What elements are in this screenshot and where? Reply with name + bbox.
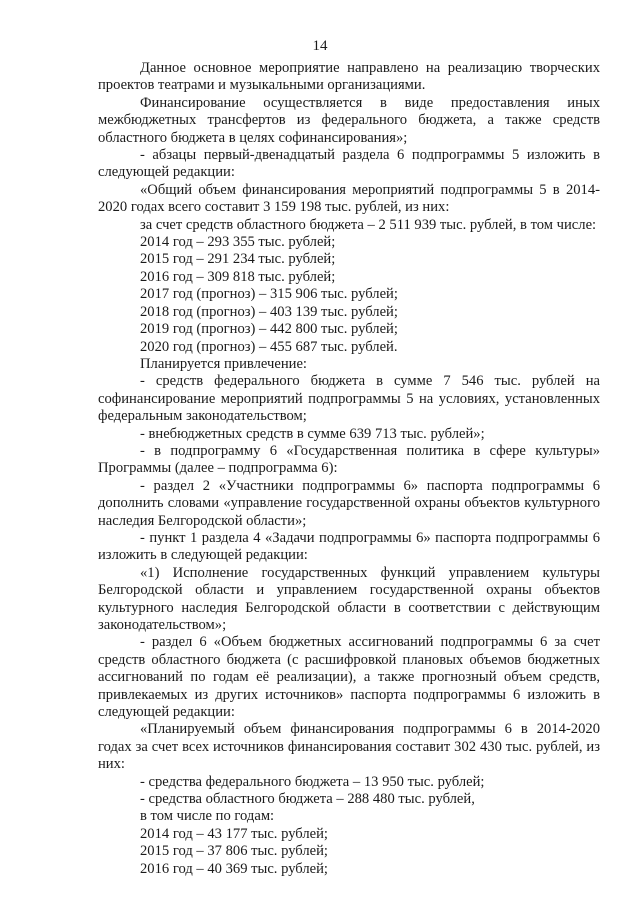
line-regional-budget-6: - средства областного бюджета – 288 480 тыс. рублей, (140, 791, 475, 808)
paragraph-1: Данное основное мероприятие направлено на реализацию творческих проектов театрами и музыкальными организациями. (98, 60, 600, 94)
paragraph-item-1: - пункт 1 раздела 4 «Задачи подпрограммы 6» паспорта подпрограммы 6 изложить в следующей редакции: (98, 529, 600, 564)
paragraph-subprogram-6: - в подпрограмму 6 «Государственная политика в сфере культуры» Программы (далее – подпрограмма 6): (98, 442, 600, 477)
paragraph-3: - абзацы первый-двенадцатый раздела 6 подпрограммы 5 изложить в следующей редакции: (98, 147, 600, 181)
line-6-year-2016: 2016 год – 40 369 тыс. рублей; (140, 860, 328, 877)
paragraph-4: «Общий объем финансирования мероприятий подпрограммы 5 в 2014-2020 годах всего составит 3 159 198 тыс. рублей, из них: (98, 181, 600, 216)
paragraph-2: Финансирование осуществляется в виде предоставления иных межбюджетных трансфертов из федерального бюджета, а также средств областного бюджета в целях софинансирования»; (98, 94, 600, 146)
page-number: 14 (312, 38, 328, 54)
line-year-2016: 2016 год – 309 818 тыс. рублей; (140, 268, 336, 285)
line-extrabudgetary: - внебюджетных средств в сумме 639 713 тыс. рублей»; (140, 425, 485, 442)
line-year-2015: 2015 год – 291 234 тыс. рублей; (140, 251, 336, 268)
line-6-year-2014: 2014 год – 43 177 тыс. рублей; (140, 825, 328, 842)
line-year-2018: 2018 год (прогноз) – 403 139 тыс. рублей; (140, 303, 398, 320)
line-regional-budget: за счет средств областного бюджета – 2 511 939 тыс. рублей, в том числе: (140, 216, 597, 233)
paragraph-section-2: - раздел 2 «Участники подпрограммы 6» паспорта подпрограммы 6 дополнить словами «управление государственной охраны объектов культурного наследия Белгородской области»; (98, 477, 600, 529)
paragraph-planned-volume: «Планируемый объем финансирования подпрограммы 6 в 2014-2020 годах за счет всех источников финансирования составит 302 430 тыс. рублей, из них: (98, 721, 600, 773)
line-6-year-2015: 2015 год – 37 806 тыс. рублей; (140, 843, 328, 860)
line-year-2020: 2020 год (прогноз) – 455 687 тыс. рублей. (140, 338, 398, 355)
line-year-2014: 2014 год – 293 355 тыс. рублей; (140, 234, 336, 251)
line-federal-budget: - средства федерального бюджета – 13 950 тыс. рублей; (140, 773, 485, 790)
line-planned: Планируется привлечение: (140, 355, 307, 372)
line-year-2017: 2017 год (прогноз) – 315 906 тыс. рублей; (140, 286, 398, 303)
line-by-years: в том числе по годам: (140, 808, 275, 825)
paragraph-tasks: «1) Исполнение государственных функций управлением культуры Белгородской области и управлением государственной охраны объектов культурного наследия Белгородской области в соответствии с действующим законодательством»; (98, 564, 600, 633)
paragraph-federal-funds: - средств федерального бюджета в сумме 7 546 тыс. рублей на софинансирование мероприятий подпрограммы 5 на условиях, установленных федеральным законодательством; (98, 373, 600, 425)
line-year-2019: 2019 год (прогноз) – 442 800 тыс. рублей; (140, 321, 398, 338)
paragraph-section-6: - раздел 6 «Объем бюджетных ассигнований подпрограммы 6 за счет средств областного бюджета (с расшифровкой плановых объемов бюджетных ассигнований по годам её реализации), а также прогнозный объем средств, привлекаемых из других источников» паспорта подпрограммы 6 изложить в следующей редакции: (98, 634, 600, 721)
document-body (98, 60, 600, 878)
